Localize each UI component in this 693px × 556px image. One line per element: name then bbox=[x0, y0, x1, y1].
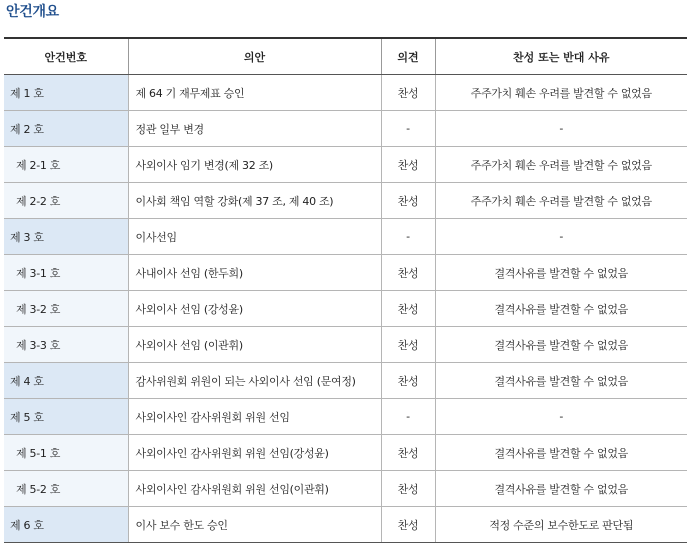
opinion-cell: 찬성 bbox=[381, 471, 435, 507]
opinion-cell: 찬성 bbox=[381, 363, 435, 399]
agenda-item-cell: 사외이사인 감사위원회 위원 선임(이관휘) bbox=[128, 471, 381, 507]
table-row bbox=[4, 435, 687, 471]
opinion-cell: - bbox=[381, 219, 435, 255]
agenda-item-cell: 사외이사인 감사위원회 위원 선임(강성윤) bbox=[128, 435, 381, 471]
reason-cell: 적정 수준의 보수한도로 판단됨 bbox=[435, 507, 687, 543]
agenda-item-cell: 이사회 책임 역할 강화(제 37 조, 제 40 조) bbox=[128, 183, 381, 219]
opinion-cell: 찬성 bbox=[381, 255, 435, 291]
agenda-number-cell: 제 3-2 호 bbox=[4, 291, 128, 327]
opinion-cell: 찬성 bbox=[381, 435, 435, 471]
agenda-number-cell: 제 2-1 호 bbox=[4, 147, 128, 183]
opinion-cell: 찬성 bbox=[381, 147, 435, 183]
table-row bbox=[4, 471, 687, 507]
agenda-item-cell: 사외이사인 감사위원회 위원 선임 bbox=[128, 399, 381, 435]
reason-cell: 주주가치 훼손 우려를 발견할 수 없었음 bbox=[435, 75, 687, 111]
agenda-item-cell: 감사위원회 위원이 되는 사외이사 선임 (문여정) bbox=[128, 363, 381, 399]
agenda-number-cell: 제 3-1 호 bbox=[4, 255, 128, 291]
table-row bbox=[4, 219, 687, 255]
table-row bbox=[4, 327, 687, 363]
agenda-number-cell: 제 5-1 호 bbox=[4, 435, 128, 471]
agenda-item-cell: 이사선임 bbox=[128, 219, 381, 255]
table-row bbox=[4, 363, 687, 399]
reason-cell: - bbox=[435, 219, 687, 255]
opinion-cell: - bbox=[381, 399, 435, 435]
opinion-cell: 찬성 bbox=[381, 291, 435, 327]
agenda-item-cell: 사외이사 선임 (이관휘) bbox=[128, 327, 381, 363]
agenda-number-cell: 제 2-2 호 bbox=[4, 183, 128, 219]
agenda-item-cell: 제 64 기 재무제표 승인 bbox=[128, 75, 381, 111]
reason-cell: - bbox=[435, 399, 687, 435]
header-opinion: 의견 bbox=[381, 38, 435, 75]
table-row bbox=[4, 183, 687, 219]
agenda-item-cell: 정관 일부 변경 bbox=[128, 111, 381, 147]
agenda-table bbox=[4, 37, 687, 543]
reason-cell: 결격사유를 발견할 수 없었음 bbox=[435, 291, 687, 327]
header-agenda-item: 의안 bbox=[128, 38, 381, 75]
agenda-number-cell: 제 4 호 bbox=[4, 363, 128, 399]
opinion-cell: 찬성 bbox=[381, 327, 435, 363]
agenda-item-cell: 사외이사 선임 (강성윤) bbox=[128, 291, 381, 327]
table-row bbox=[4, 75, 687, 111]
opinion-cell: 찬성 bbox=[381, 75, 435, 111]
opinion-cell: 찬성 bbox=[381, 183, 435, 219]
reason-cell: 결격사유를 발견할 수 없었음 bbox=[435, 435, 687, 471]
reason-cell: - bbox=[435, 111, 687, 147]
reason-cell: 주주가치 훼손 우려를 발견할 수 없었음 bbox=[435, 183, 687, 219]
header-reason: 찬성 또는 반대 사유 bbox=[435, 38, 687, 75]
opinion-cell: - bbox=[381, 111, 435, 147]
reason-cell: 주주가치 훼손 우려를 발견할 수 없었음 bbox=[435, 147, 687, 183]
table-header-row bbox=[4, 38, 687, 75]
agenda-number-cell: 제 5-2 호 bbox=[4, 471, 128, 507]
header-agenda-number: 안건번호 bbox=[4, 38, 128, 75]
agenda-number-cell: 제 3 호 bbox=[4, 219, 128, 255]
agenda-number-cell: 제 5 호 bbox=[4, 399, 128, 435]
opinion-cell: 찬성 bbox=[381, 507, 435, 543]
agenda-number-cell: 제 1 호 bbox=[4, 75, 128, 111]
agenda-item-cell: 사외이사 임기 변경(제 32 조) bbox=[128, 147, 381, 183]
agenda-item-cell: 사내이사 선임 (한두희) bbox=[128, 255, 381, 291]
reason-cell: 결격사유를 발견할 수 없었음 bbox=[435, 471, 687, 507]
reason-cell: 결격사유를 발견할 수 없었음 bbox=[435, 363, 687, 399]
table-row bbox=[4, 507, 687, 543]
reason-cell: 결격사유를 발견할 수 없었음 bbox=[435, 255, 687, 291]
agenda-number-cell: 제 2 호 bbox=[4, 111, 128, 147]
agenda-number-cell: 제 6 호 bbox=[4, 507, 128, 543]
table-row bbox=[4, 291, 687, 327]
section-title: 안건개요 bbox=[6, 4, 59, 20]
table-row bbox=[4, 399, 687, 435]
reason-cell: 결격사유를 발견할 수 없었음 bbox=[435, 327, 687, 363]
table-row bbox=[4, 255, 687, 291]
agenda-number-cell: 제 3-3 호 bbox=[4, 327, 128, 363]
table-row bbox=[4, 111, 687, 147]
table-row bbox=[4, 147, 687, 183]
agenda-item-cell: 이사 보수 한도 승인 bbox=[128, 507, 381, 543]
